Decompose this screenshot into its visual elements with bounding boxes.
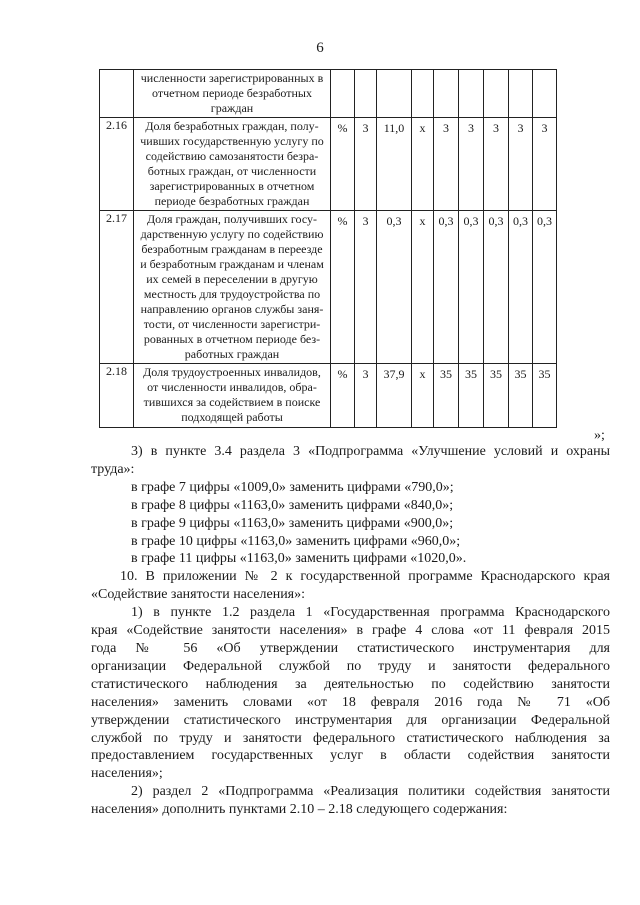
description-line: рованных в отчетном периоде без- <box>143 332 321 346</box>
description-line: подходящей работы <box>181 410 283 424</box>
page-number: 6 <box>316 40 324 56</box>
cell-unit: % <box>331 364 355 428</box>
text-line: года № 56 «Об утверждении статистического инструментария для <box>91 640 610 656</box>
description-line: дарственную услугу по содействию <box>140 227 324 241</box>
cell-col10: 3 <box>509 118 533 211</box>
cell-col8 <box>459 70 484 118</box>
text-line: статистического наблюдения за деятельностью по содействию занятости <box>91 676 610 692</box>
description-line: периоде безработных граждан <box>154 194 310 208</box>
cell-num: 2.17 <box>100 211 134 364</box>
text-line: 3) в пункте 3.4 раздела 3 «Подпрограмма «Улучшение условий и охраны <box>131 444 610 459</box>
text-line: 10. В приложении № 2 к государственной программе Краснодарского края <box>120 569 610 585</box>
description-line: тости, от численности зарегистри- <box>143 317 321 331</box>
table-row <box>100 211 557 364</box>
description-line: численности зарегистрированных в <box>140 71 324 85</box>
text-line: в графе 8 цифры «1163,0» заменить цифрами «840,0»; <box>131 497 454 513</box>
description-line: тившихся за содействием в поиске <box>143 395 321 409</box>
cell-unit: % <box>331 211 355 364</box>
description-line: Доля граждан, получивших госу- <box>146 212 318 226</box>
text-line: предоставлением государственных услуг в области содействия занятости <box>91 748 610 764</box>
cell-num: 2.18 <box>100 364 134 428</box>
cell-unit: % <box>331 118 355 211</box>
cell-col7: 0,3 <box>434 211 459 364</box>
cell-col11 <box>533 70 557 118</box>
cell-col7: 3 <box>434 118 459 211</box>
text-line: службой по труду и занятости федерального статистического наблюдения за <box>91 730 610 746</box>
cell-num: 2.16 <box>100 118 134 211</box>
description-line: граждан <box>210 101 254 115</box>
cell-col9: 3 <box>484 118 509 211</box>
cell-description <box>134 118 331 211</box>
description-line: и безработным гражданам и членам <box>140 257 324 271</box>
cell-num <box>100 70 134 118</box>
indicator-table <box>99 69 557 428</box>
cell-col10: 35 <box>509 364 533 428</box>
cell-description <box>134 70 331 118</box>
cell-col4: 3 <box>355 118 377 211</box>
cell-col4: 3 <box>355 364 377 428</box>
text-line: в графе 10 цифры «1163,0» заменить цифрами «960,0»; <box>131 533 461 549</box>
description-line: работных граждан <box>184 347 280 361</box>
text-line: населения»; <box>91 766 163 782</box>
cell-col11: 35 <box>533 364 557 428</box>
cell-col5 <box>377 70 412 118</box>
cell-col6 <box>412 70 434 118</box>
description-line: от численности инвалидов, обра- <box>147 380 317 394</box>
description-line: местность для трудоустройства по <box>143 287 321 301</box>
text-line: в графе 9 цифры «1163,0» заменить цифрами «900,0»; <box>131 515 454 531</box>
description-line: безработным гражданам в переезде <box>141 242 323 256</box>
cell-unit <box>331 70 355 118</box>
text-line: 2) раздел 2 «Подпрограмма «Реализация политики содействия занятости <box>131 784 610 800</box>
table-row-continuation <box>100 70 557 118</box>
cell-col9: 0,3 <box>484 211 509 364</box>
cell-col8: 35 <box>459 364 484 428</box>
text-line: труда»: <box>91 461 135 477</box>
text-line: организации Федеральной службой по труду и занятости федерального <box>91 658 610 674</box>
indicator-table-wrapper <box>99 69 557 428</box>
description-line: их семей в переселении в другую <box>146 272 318 286</box>
cell-col9: 35 <box>484 364 509 428</box>
description-line: содействию самозанятости безра- <box>145 149 319 163</box>
cell-col11: 0,3 <box>533 211 557 364</box>
cell-col5: 11,0 <box>377 118 412 211</box>
text-line: в графе 7 цифры «1009,0» заменить цифрами «790,0»; <box>131 479 454 495</box>
closing-quote: »; <box>594 428 605 443</box>
description-line: Доля трудоустроенных инвалидов, <box>143 365 321 379</box>
description-line: направлению органов службы заня- <box>140 302 324 316</box>
body-text <box>91 443 610 819</box>
description-line: Доля безработных граждан, полу- <box>145 119 319 133</box>
description-line: отчетном периоде безработных <box>152 86 312 100</box>
cell-col8: 3 <box>459 118 484 211</box>
text-line: населения» заменить словами «от 18 февраля 2016 года № 71 «Об <box>91 694 610 710</box>
description-line: чивших государственную услугу по <box>140 134 324 148</box>
cell-col7: 35 <box>434 364 459 428</box>
cell-description <box>134 211 331 364</box>
cell-col11: 3 <box>533 118 557 211</box>
text-line: края «Содействие занятости населения» в графе 4 слова «от 11 февраля 2015 <box>91 623 610 639</box>
table-row <box>100 118 557 211</box>
table-row <box>100 364 557 428</box>
text-line: 1) в пункте 1.2 раздела 1 «Государственная программа Краснодарского <box>131 605 610 621</box>
text-line: в графе 11 цифры «1163,0» заменить цифрами «1020,0». <box>131 551 467 567</box>
cell-col6: х <box>412 211 434 364</box>
cell-col10: 0,3 <box>509 211 533 364</box>
text-line: утверждении статистического инструментария для организации Федеральной <box>91 712 610 728</box>
cell-description <box>134 364 331 428</box>
cell-col5: 37,9 <box>377 364 412 428</box>
text-line: «Содействие занятости населения»: <box>91 587 306 603</box>
description-line: зарегистрированных в отчетном <box>149 179 315 193</box>
cell-col5: 0,3 <box>377 211 412 364</box>
cell-col4 <box>355 70 377 118</box>
cell-col7 <box>434 70 459 118</box>
cell-col6: х <box>412 364 434 428</box>
cell-col4: 3 <box>355 211 377 364</box>
text-line: населения» дополнить пунктами 2.10 – 2.18 следующего содержания: <box>91 802 508 818</box>
cell-col8: 0,3 <box>459 211 484 364</box>
cell-col10 <box>509 70 533 118</box>
cell-col9 <box>484 70 509 118</box>
cell-col6: х <box>412 118 434 211</box>
description-line: ботных граждан, от численности <box>147 164 317 178</box>
